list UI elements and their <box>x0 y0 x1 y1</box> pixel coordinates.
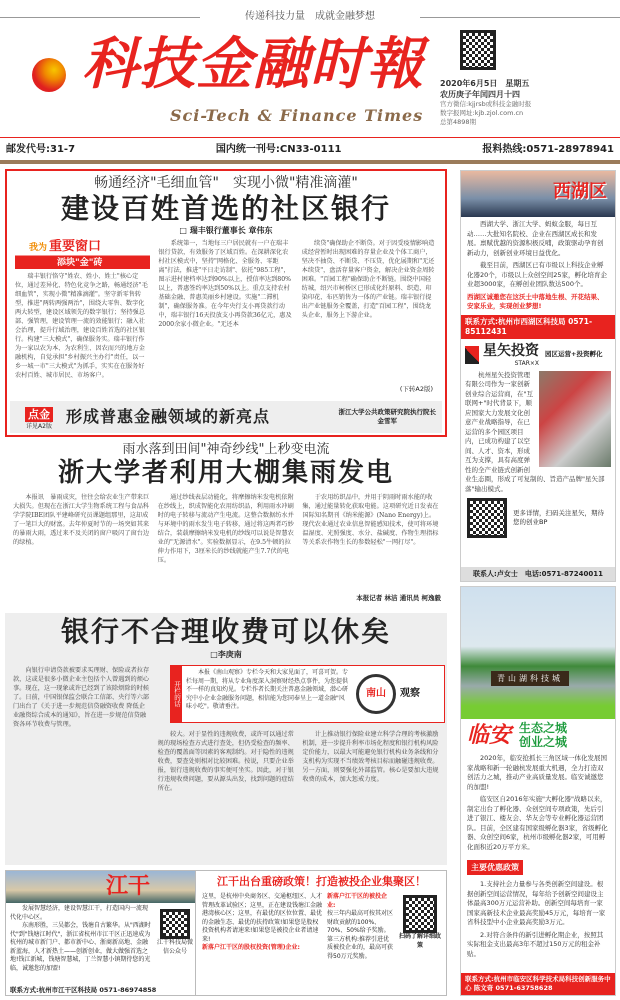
fee-title: 银行不合理收费可以休矣 <box>60 615 391 648</box>
linan-text: 1.支持社会力量参与各类创新空间建设。根据创新空间运营情况，每年给予创新空间建设主体最高300万元运营补助。创新空间每培育一家国家高新技术企业最高奖励45万元，每培育一家省科技型中小企业最高奖励3万元。 <box>467 880 606 926</box>
xihu-title: 西湖区 <box>553 181 607 202</box>
linan-text: 2020年，临安抢抓长三角区域一体化发展国家战略和新一轮融杭发展重大机遇，全力打造双创活力之城，推动产业高质量发展。临安诚邀您的加盟! <box>467 754 608 791</box>
star-contact: 联系人:卢女士 电话:0571-87240011 <box>461 567 615 581</box>
jianggan-text: 发展智慧经济，建设智慧江干，打造国内一流现代化中心区。 <box>10 905 149 921</box>
slogan: 传递科技力量 成就金融梦想 <box>0 10 620 24</box>
qr-code-icon <box>467 498 507 538</box>
jianggan-mid-text: 这里，是杭州中央商务区、交通枢纽区、人才管理改革试验区；这里，正在建设钱塘江金融港湾核心区；这里，有最优的区位位置、最优的金融生态、最优的扶持政策!如果您是股权投资机构者请速来!如果您是被投企业者请速来! <box>202 893 323 943</box>
column: 于农用纺织品中，并用于阴雨时雨水能的收集，通过能量转化获取电能。这项研究近日发表在国际知名期刊《纳米能源》(Nano Energy)上。现代农业通过农业信息智能感知技术，使可将环境温湿度、光照强度、水分、盐碱度、作物生理指标等关系农作物生长的参数轻松"一网打尽"。 <box>302 494 439 546</box>
jianggan-contact: 联系方式:杭州市江干区科技局 0571-86974858 <box>10 986 157 994</box>
banner <box>15 239 150 269</box>
lead-byline: □ 瑞丰银行董事长 章伟东 <box>179 226 273 235</box>
linan-contact: 联系方式:杭州市临安区科学技术局科技创新服务中心 陈文奇 0571-63758628 <box>461 973 615 995</box>
newspaper-logo-icon <box>32 58 66 92</box>
dianjin-ref: 详见A2版 <box>26 423 52 430</box>
rain-author: 本报记者 林洁 通讯员 柯逸毅 <box>356 594 441 602</box>
column: 系统第一，当地每三户居民就有一户在瑞丰银行贷款，有效服务了区域百姓。在深耕深化农村社区模式中，坚持"网格化、全服务、零距离"打法，推进"平日走访制"、依托"985工程"，图示进村建档率达到90%以上，授信率达到80%以上，普惠签约率达到50%以上。重点支持农村基础金融、普惠美丽乡村建设。实施"二滞机制"，确保服务准。在今年央行支小再贷款行动中，瑞丰银行16天投放支小再贷款36亿元，惠及2000余家小微企业。"无还本 <box>158 240 292 328</box>
jianggan-scan: 扫码了解详细政策 <box>398 933 441 949</box>
column: 通过纱线表层动能化，将摩擦纳米发电机依附在纱线上，织成智能化农用纺织品，利用雨水冲刷时的电子转移与流动产生电流。这整合数据纺水并与环境中的雨水发生电子转移，通过将这两者巧妙结合，装载摩擦纳米发电机的纱线可以说是智慧农业的"无源清水"。实验数据显示，在9.5牛顿的拉伸力作用下，3厘米长的纱线就能产生7.7伏的电压。 <box>157 494 294 564</box>
linan-slogan-1: 生态之城 <box>519 721 568 735</box>
column: 向银行申请贷款被要求买理财、保险或者拉存款，这或是很多小微企业主包括个人曾遇到的烦心事。现在，这一现象或许已经到了该除烦除的时候了。日前，中国银保监会联合工信部、央行等六部门出台了《关于进一步规范信贷融资收费 降低企业融资综合成本的通知》，旨在进一步规范信贷融资各环节收费与管理。 <box>13 667 150 728</box>
banner-c: 添块"金"砖 <box>57 258 103 268</box>
linan-text: 2.对符合条件的新引进孵化期企业，按照其实际租金支出最高3年不超过150万元的租金补贴。 <box>467 930 604 958</box>
qr-code-icon <box>460 30 496 70</box>
qr-code-icon <box>403 895 437 933</box>
wechat: 官方微信:kjjrsb或科技金融时报 <box>440 100 532 108</box>
xihu-slogan: 西湖区诚邀您在这沃土中落地生根、开花结果、安家乐业，实现创业梦想! <box>467 292 604 310</box>
banner-a: 我为 <box>29 243 48 253</box>
issue-number: 总第4898期 <box>440 118 477 126</box>
lunar-date: 农历庚子年闰四月十四 <box>440 90 520 99</box>
star-text: 杭州星矢投资管理有限公司作为一家创新创业综合运营商，在"互联网+"时代背景下，顺应国家大力发展文化创意产业战略指导，在已运营的多个园区项目内，已成功构建了以空间、人才、资本，形成互为支撑，具有高度弹性的全产业链式创新创业生态圈，形成了可复制的、旨造产品牌"星矢部落"输出模式。 <box>465 370 605 493</box>
star-en: STAR×X <box>514 359 539 367</box>
star-scan: 更多详情，扫码关注星矢，期待您的创业BP <box>513 509 604 526</box>
masthead-english: Sci-Tech & Finance Times <box>170 106 424 125</box>
xihu-text: 西湖大学、浙江大学、蚂蚁金服，每日互动……大批知名院校、企业在西湖区成长和发展。禀赋优越的资源积极反哺，政策驱动孕育创新动力，创新创业环境日益优化。 <box>467 220 604 257</box>
column: 瑞丰银行恪守"姓农、姓小、姓土"核心定位，通过差异化、特色化竞争之路，畅通经济"毛细血管"，实现小微"精准滴灌"。坚守新零售转型，推进"两转两强两治"，围绕大零售、数字化两大转型，建设区域领先的数字银行；坚持强总部、强管理，建设管理一流的效能银行；融入社会治理，提升行域治理，建设百姓首选的社区银行。构建"三大模式"，确保服务实。瑞丰银行作为一家以农为本、为农利生、因农而兴的地方金融机构，自觉承担"乡村振兴主办行"责任，以一乡一城一市"三大模式"为抓手，实实在在服务好农村百姓、城市居民、市场客户。 <box>15 273 148 379</box>
linan-slogan-2: 创业之城 <box>519 735 568 749</box>
column-label: 开栏的话 <box>171 666 182 722</box>
guancha-label: 观察 <box>400 688 420 699</box>
lead-kicker: 畅通经济"毛细血管" 实现小微"精准滴灌" <box>94 175 358 191</box>
column: 本报讯 暴雨成灾，往往会给农业生产带来巨大损失。但现在在浙江大学生物系统工程与食品科学学院IBE团队平建峰研究员课题组那里，这却成了一笔巨大的财富。去年仲夏时节的一场突如其来的暴雨大雨，透过来不及关闭的窗户吸闪了窗台边的绿植。 <box>13 494 150 546</box>
lead-article <box>5 169 447 437</box>
star-name: 星矢投资 <box>483 342 539 359</box>
jianggan-right-red: 新落户江干区的被投企业: <box>327 893 388 909</box>
jianggan-mid-red: 新落户江干区的股权投资(管理)企业: <box>202 944 300 951</box>
linan-title: 临安 <box>467 721 512 748</box>
author-org: 浙江大学公共政策研究院执行院长 <box>338 408 436 416</box>
lead-columns <box>7 239 445 385</box>
date: 2020年6月5日 星期五 <box>440 79 530 88</box>
rain-article <box>5 442 447 610</box>
author: 金雪军 <box>377 417 397 425</box>
column-intro <box>170 665 445 723</box>
star-tag: 园区运营+投资孵化 <box>545 350 603 358</box>
dianjin-badge: 点金 <box>25 407 53 422</box>
star-photos <box>539 371 611 467</box>
sub-title: 形成普惠金融领域的新亮点 <box>66 407 271 426</box>
jianggan-headline: 江干出台重磅政策！打造被投企业集聚区！ <box>217 875 426 888</box>
qr-caption: 江干科技局微信公众号 <box>156 939 193 955</box>
jianggan-ad <box>5 870 447 996</box>
sub-article <box>10 401 442 433</box>
fee-article <box>5 613 447 865</box>
column: 较大。对于显性的违规收费，或许可以通过常规的现场检查方式进行查处，但仍受检查的频率、检查的覆盖面等因素的客观制约。对于隐性的违规收费，要查处则相对比较困难。按说，只要企业举报，银行违规收费的事实便可坐实。因此，对于银行违规收费问题，要从源头出发，找到问题的症结所在。 <box>157 731 294 792</box>
divider <box>0 160 620 164</box>
linan-text: 临安区自2016年实施"大孵化器"战略以来，制定出台了孵化器、众创空间专项政策，先后引进了银江、楼友会、华友会等专业孵化器运营团队。目前，全区建有国家级孵化器3家，省级孵化器、众创空间6家，杭州市级孵化器2家，可用孵化面积近20万平方米。 <box>467 795 608 851</box>
jianggan-text: 东南形胜，三吴都会，钱塘自古繁华。从"西湖时代"到"钱塘江时代"，浙江省杭州市江干区正迅速成为杭州的城市新门户、都市新中心、浙商新高地、金融新蓝海，人才新热土——创新创业，做大做强首选之地!钱江新城，钱塘智慧城，丁兰智慧小镇期待您的光临，诚邀您的加盟! <box>10 922 151 972</box>
postal-code: 邮发代号:31-7 <box>6 144 76 155</box>
xihu-text: 截至目前，西湖区已有市级以上科技企业孵化器20个，市级以上众创空间25家，孵化培育企业超3000家，在孵创业团队数达500个。 <box>467 261 608 288</box>
jianggan-title: 江干 <box>106 873 151 899</box>
rain-title: 浙大学者利用大棚集雨发电 <box>57 458 394 488</box>
qr-code-icon <box>160 909 190 939</box>
column-intro-text: 本报《南山观察》专栏今天和大家见面了，可喜可贺。专栏每周一期，将从专业角度深入洞察财经热点事件，为您提供不一样的真知灼见。专栏作者长期关注普惠金融领域，潜心研究中小企业金融服务问题，相信能为您同奉呈上一道金融"风味小吃"。敬请垂注。 <box>186 669 349 710</box>
column-1 <box>15 239 150 385</box>
cn-number: 国内统一刊号:CN33-0111 <box>215 144 342 155</box>
linan-ad <box>460 586 616 996</box>
hotline: 报料热线:0571-28978941 <box>482 144 614 155</box>
continued: (下转A2版) <box>399 385 433 393</box>
website: 数字报网址:kjb.zjol.com.cn <box>440 109 524 117</box>
column: 计上推动银行保险业建立科学合理的考核激励机制，进一步提升利率市场化程度和银行机构风险定价能力，以最大可能避免银行机构业务条线和分支机构为实现不当绩效考核目标而触碰违规收费。另一方面，则要强化外部监管。核心是要加大违规收费的成本，加大惩戒力度。 <box>302 731 439 783</box>
nanshan-logo: 南山 <box>356 674 396 714</box>
rain-kicker: 雨水落到田间"神奇纱线"上秒变电流 <box>122 442 330 457</box>
star-logo-icon <box>465 346 479 364</box>
lead-title: 建设百姓首选的社区银行 <box>60 192 391 225</box>
policy-heading: 主要优惠政策 <box>467 860 523 875</box>
masthead: 科技金融时報 <box>82 31 424 97</box>
xihu-ad <box>460 170 616 582</box>
linan-sign: 青山湖科技城 <box>491 671 569 686</box>
jianggan-right-text: 按三年内最高可按其对区财政贡献的100%、70%、50%给予奖励。第三方机构:推荐引进优质被投企业的，最高可获得50万元奖励。 <box>327 910 394 960</box>
xihu-contact: 联系方式:杭州市西湖区科技局 0571-85112431 <box>461 315 615 339</box>
banner-b: 重要窗口 <box>48 239 101 254</box>
column: 续贷"确保助企不断贷。对于因受疫情影响造成经营暂时出现困难的存量企业及个体工商户，坚决不抽贷、不断贷、不压贷，优化展期和"无还本续贷"，盘活存量客户资金，解决企业资金周转困难。"百园工程"确保助企不断链。围绕中国轻纺城，绍兴市柯桥区已形成化纤原料、织造、印染印花、布匹销售为一体的产业链。瑞丰银行提出产业链服务全覆盖，打造"百园工程"，围绕龙头企业，服务上下游企业。 <box>301 240 435 319</box>
info-row <box>0 137 620 160</box>
date-info <box>440 78 531 127</box>
fee-byline: □李庚南 <box>210 650 242 659</box>
